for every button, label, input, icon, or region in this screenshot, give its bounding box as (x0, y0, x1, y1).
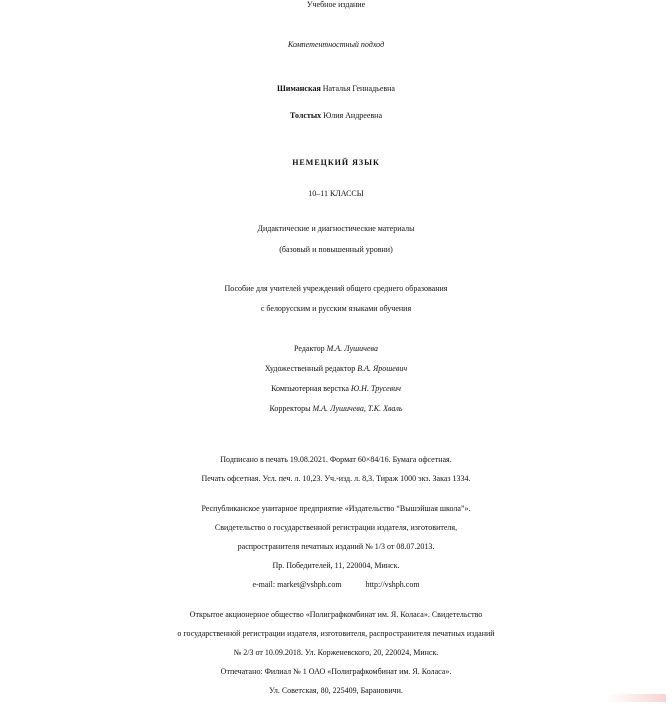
printer-line: № 2/3 от 10.09.2018. Ул. Корженевского, 20, 220024, Минск. (233, 648, 439, 657)
author-surname: Шиманская (277, 84, 321, 93)
credit-name: В.А. Ярошевич (357, 364, 408, 373)
website-link[interactable]: http://vshph.com (365, 580, 420, 589)
credit-name: М.А. Лушичева, Т.К. Хваль (312, 404, 403, 413)
subtitle-line: Дидактические и диагностические материалы (257, 224, 415, 233)
contacts-line (0, 581, 672, 589)
publisher-line: Республиканское унитарное предприятие «Издательство “Вышэйшая школа”». (201, 504, 471, 513)
publisher-line: распространителя печатных изданий № 1/3 от 08.07.2013. (237, 542, 435, 551)
credit-line (0, 385, 672, 393)
audience-line: Пособие для учителей учреждений общего среднего образования (224, 284, 448, 293)
printer-line: Отпечатано: Филиал № 1 ОАО «Полиграфкомбинат им. Я. Коласа». (220, 667, 452, 676)
publisher-line: Свидетельство о государственной регистрации издателя, изготовителя, (214, 523, 458, 532)
author-given-name: Юлия Андреевна (323, 111, 382, 120)
grades: 10–11 КЛАССЫ (308, 189, 364, 198)
printer-line: Открытое акционерное общество «Полиграфкомбинат им. Я. Коласа». Свидетельство (189, 610, 483, 619)
credit-role: Компьютерная верстка (271, 384, 349, 393)
corner-mark (606, 694, 666, 702)
book-title: НЕМЕЦКИЙ ЯЗЫК (292, 158, 380, 167)
credit-line (0, 345, 672, 353)
publisher-line: Пр. Победителей, 11, 220004, Минск. (272, 561, 400, 570)
credit-role: Редактор (294, 344, 325, 353)
audience-line: с белорусским и русским языками обучения (260, 304, 412, 313)
credit-role: Корректоры (269, 404, 311, 413)
edition-type: Учебное издание (306, 0, 366, 9)
author-line (0, 112, 672, 120)
credit-line (0, 365, 672, 373)
printer-line: о государственной регистрации издателя, изготовителя, распространителя печатных изданий (177, 629, 495, 638)
series-title: Компетентностный подход (287, 40, 385, 49)
credit-line (0, 405, 672, 413)
author-given-name: Наталья Геннадьевна (322, 84, 395, 93)
print-info-line: Подписано в печать 19.08.2021. Формат 60×84/16. Бумага офсетная. (220, 455, 452, 464)
author-surname: Толстых (289, 111, 322, 120)
printer-line: Ул. Советская, 80, 225409, Барановичи. (269, 686, 403, 695)
email-link[interactable]: e-mail: market@vshph.com (252, 580, 342, 589)
credit-role: Художественный редактор (264, 364, 356, 373)
credit-name: М.А. Лушичева (326, 344, 378, 353)
subtitle-line: (базовый и повышенный уровни) (279, 245, 393, 254)
print-info-line: Печать офсетная. Усл. печ. л. 10,23. Уч.-изд. л. 8,3. Тираж 1000 экз. Заказ 1334. (201, 474, 471, 483)
credit-name: Ю.Н. Трусевич (350, 384, 401, 393)
author-line (0, 85, 672, 93)
